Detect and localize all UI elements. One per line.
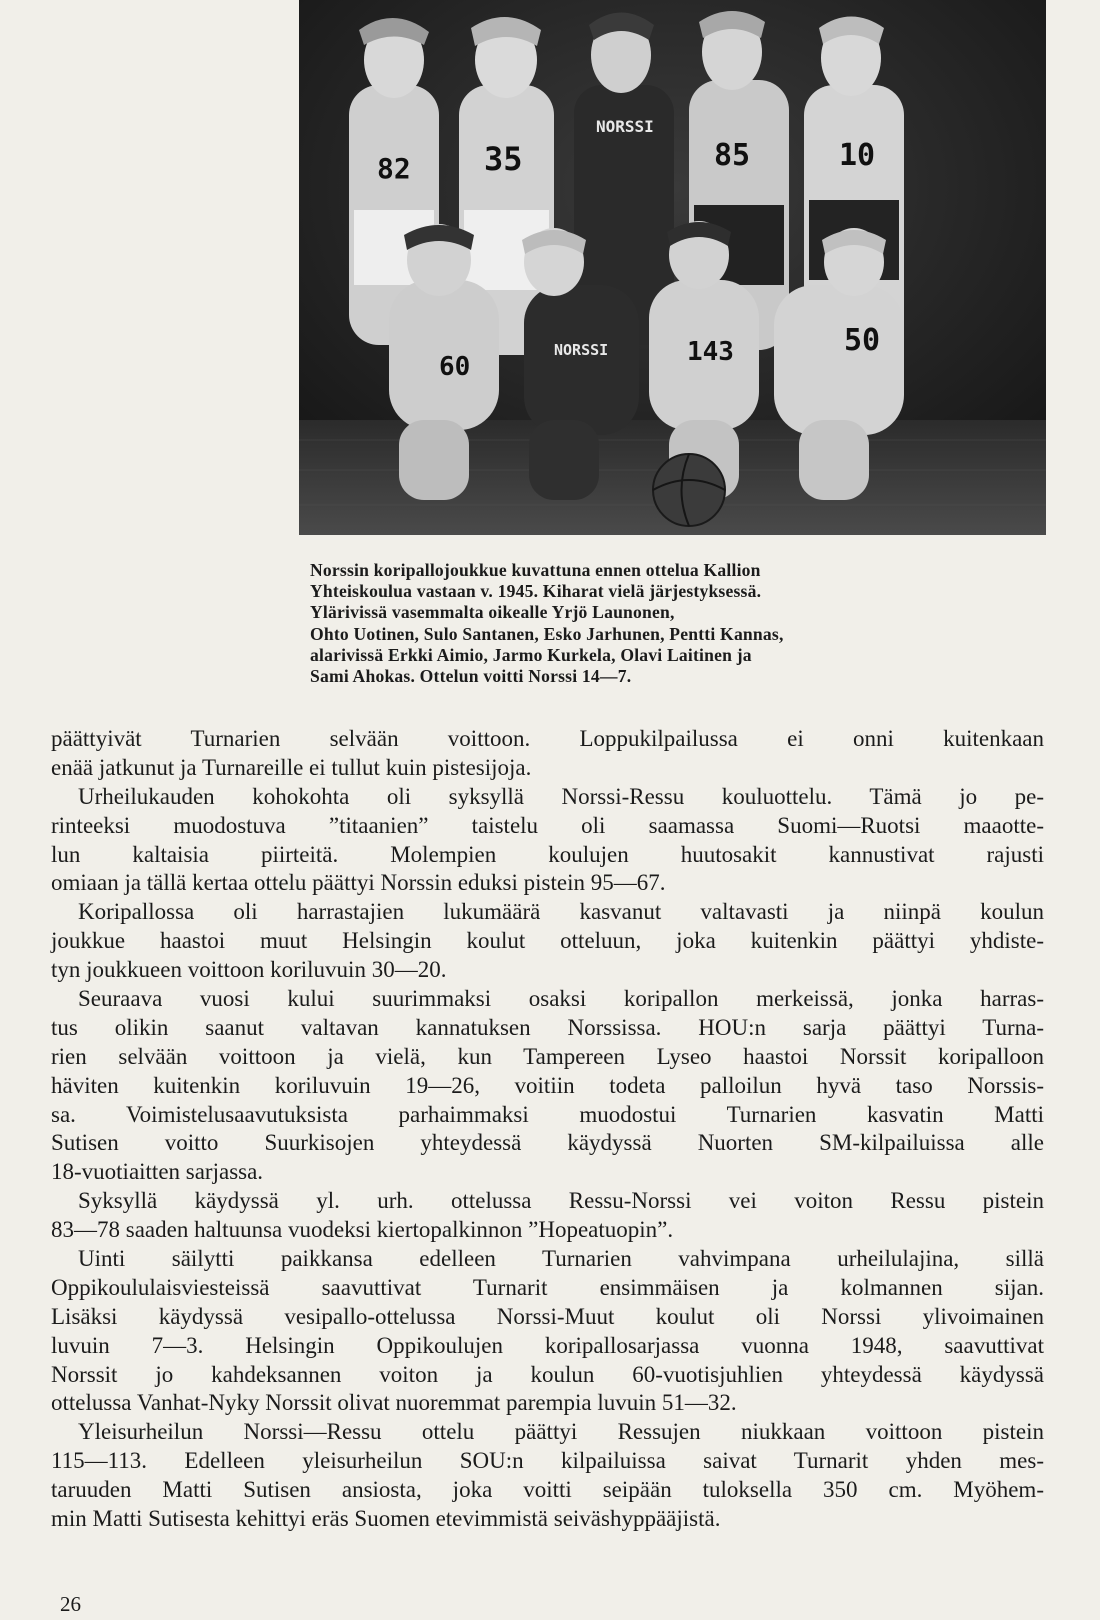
body-line: Uinti säilytti paikkansa edelleen Turnarien vahvimpana urheilulajina, sillä (78, 1246, 1044, 1272)
jersey-number-143: 143 (687, 337, 734, 367)
body-line: häviten kuitenkin koriluvuin 19—26, voitiin todeta palloilun hyvä taso Norssis- (51, 1072, 1044, 1098)
body-line: 115—113. Edelleen yleisurheilun SOU:n kilpailuissa saivat Turnarit yhden mes- (51, 1448, 1044, 1474)
team-photo (299, 0, 1046, 535)
jersey-text-back: NORSSI (596, 117, 654, 136)
body-line: Koripallossa oli harrastajien lukumäärä kasvanut valtavasti ja niinpä koulun (78, 899, 1044, 925)
body-line: Oppikoululaisviesteissä saavuttivat Turnarit ensimmäisen ja kolmannen sijan. (51, 1274, 1044, 1300)
body-line: omiaan ja tällä kertaa ottelu päättyi Norssin eduksi pistein 95—67. (51, 870, 666, 896)
body-line: tyn joukkueen voittoon koriluvuin 30—20. (51, 957, 447, 983)
body-line: lun kaltaisia piirteitä. Molempien koulujen huutosakit kannustivat rajusti (51, 841, 1044, 867)
photo-caption (310, 560, 1010, 687)
jersey-number-10: 10 (839, 138, 876, 173)
basketball-icon (653, 454, 725, 526)
body-line: 18-vuotiaitten sarjassa. (51, 1159, 264, 1185)
jersey-number-35: 35 (484, 140, 523, 178)
jersey-number-82: 82 (377, 152, 411, 185)
caption-line: Sami Ahokas. Ottelun voitti Norssi 14—7. (310, 666, 632, 687)
caption-line: Norssin koripallojoukkue kuvattuna ennen ottelua Kallion (310, 560, 761, 580)
body-line: enää jatkunut ja Turnareille ei tullut kuin pistesijoja. (51, 754, 532, 780)
body-line: Norssit jo kahdeksannen voiton ja koulun 60-vuotisjuhlien yhteydessä käydyssä (51, 1361, 1044, 1387)
body-line: sa. Voimistelusaavutuksista parhaimmaksi muodostui Turnarien kasvatin Matti (51, 1101, 1044, 1127)
caption-line: Ylärivissä vasemmalta oikealle Yrjö Launonen, (310, 602, 675, 623)
body-line: päättyivät Turnarien selvään voittoon. Loppukilpailussa ei onni kuitenkaan (51, 726, 1044, 751)
body-line: rinteeksi muodostuva ”titaanien” taistelu oli saamassa Suomi—Ruotsi maaotte- (51, 812, 1044, 838)
body-line: min Matti Sutisesta kehittyi eräs Suomen etevimmistä seiväshyppääjistä. (51, 1506, 721, 1532)
jersey-text-front: NORSSI (554, 341, 609, 359)
body-line: joukkue haastoi muut Helsingin koulut otteluun, joka kuitenkin päättyi yhdiste- (51, 928, 1044, 954)
jersey-number-50: 50 (844, 323, 881, 358)
body-line: Yleisurheilun Norssi—Ressu ottelu päättyi Ressujen niukkaan voittoon pistein (78, 1419, 1044, 1445)
body-line: ottelussa Vanhat-Nyky Norssit olivat nuoremmat parempia luvuin 51—32. (51, 1390, 737, 1416)
body-line: Syksyllä käydyssä yl. urh. ottelussa Ressu-Norssi vei voiton Ressu pistein (78, 1188, 1044, 1214)
body-line: taruuden Matti Sutisen ansiosta, joka voitti seipään tuloksella 350 cm. Myöhem- (51, 1477, 1044, 1503)
body-line: 83—78 saaden haltuunsa vuodeksi kiertopalkinnon ”Hopeatuopin”. (51, 1217, 674, 1243)
caption-line: alarivissä Erkki Aimio, Jarmo Kurkela, Olavi Laitinen ja (310, 644, 752, 665)
body-line: Seuraava vuosi kului suurimmaksi osaksi koripallon merkeissä, jonka harras- (78, 986, 1044, 1012)
page-number: 26 (60, 1592, 81, 1616)
caption-line: Ohto Uotinen, Sulo Santanen, Esko Jarhunen, Pentti Kannas, (310, 623, 784, 644)
jersey-number-60: 60 (439, 352, 471, 382)
body-line: luvuin 7—3. Helsingin Oppikoulujen koripallosarjassa vuonna 1948, saavuttivat (51, 1332, 1044, 1358)
body-line: Sutisen voitto Suurkisojen yhteydessä käydyssä Nuorten SM-kilpailuissa alle (51, 1130, 1044, 1156)
body-line: tus olikin saanut valtavan kannatuksen Norssissa. HOU:n sarja päättyi Turna- (51, 1014, 1044, 1040)
body-line: Lisäksi käydyssä vesipallo-ottelussa Norssi-Muut koulut oli Norssi ylivoimainen (51, 1303, 1044, 1329)
body-text (51, 725, 1044, 1534)
body-line: rien selvään voittoon ja vielä, kun Tampereen Lyseo haastoi Norssit koripalloon (51, 1043, 1044, 1069)
jersey-number-85: 85 (714, 138, 751, 173)
caption-line: Yhteiskoulua vastaan v. 1945. Kiharat vielä järjestyksessä. (310, 581, 762, 602)
body-line: Urheilukauden kohokohta oli syksyllä Norssi-Ressu kouluottelu. Tämä jo pe- (78, 783, 1044, 809)
